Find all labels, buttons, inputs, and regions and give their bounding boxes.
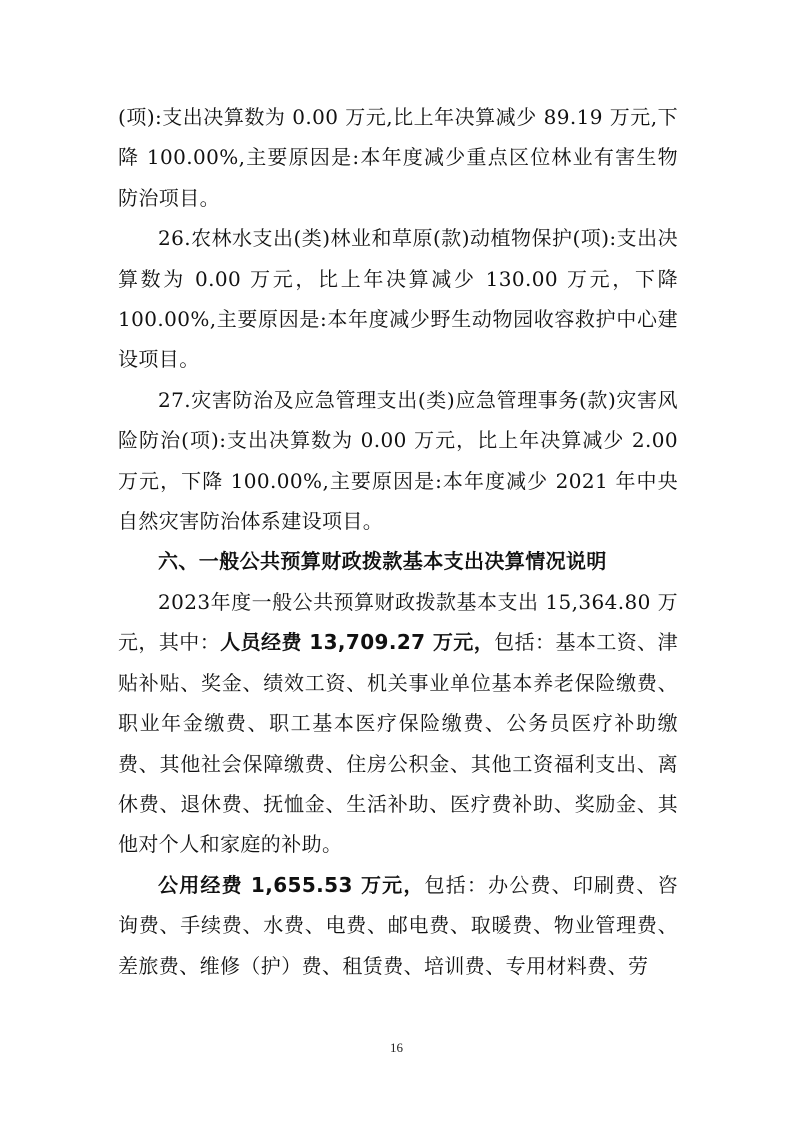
public-expense-total: 公用经费 1,655.53 万元， bbox=[158, 872, 425, 897]
basic-expenditure-intro: 2023年度一般公共预算财政拨款基本支出 15,364.80 万元，其中： bbox=[118, 589, 678, 655]
paragraph-forestry-pest-control: (项):支出决算数为 0.00 万元,比上年决算减少 89.19 万元,下降 100.00%,主要原因是:本年度减少重点区位林业有害生物防治项目。 bbox=[118, 105, 678, 210]
section-heading: 六、一般公共预算财政拨款基本支出决算情况说明 bbox=[158, 549, 607, 574]
public-expense-items: 包括：办公费、印刷费、咨询费、手续费、水费、电费、邮电费、取暖费、物业管理费、差旅费、维修（护）费、租赁费、培训费、专用材料费、劳 bbox=[118, 872, 678, 978]
paragraph-public-expense bbox=[118, 865, 678, 986]
page-number: 16 bbox=[390, 1040, 403, 1055]
paragraph-item-27: 27.灾害防治及应急管理支出(类)应急管理事务(款)灾害风险防治(项):支出决算数为 0.00 万元，比上年决算减少 2.00 万元，下降 100.00%,主要原因是:本年度减少 2021 年中央自然灾害防治体系建设项目。 bbox=[118, 387, 678, 534]
body-text bbox=[118, 97, 678, 986]
personnel-expense-items: 包括：基本工资、津贴补贴、奖金、绩效工资、机关事业单位基本养老保险缴费、职业年金缴费、职工基本医疗保险缴费、公务员医疗补助缴费、其他社会保障缴费、住房公积金、其他工资福利支出、离休费、退休费、抚恤金、生活补助、医疗费补助、奖励金、其他对个人和家庭的补助。 bbox=[118, 630, 679, 857]
personnel-expense-total: 人员经费 13,709.27 万元， bbox=[220, 630, 495, 655]
paragraph-basic-expenditure bbox=[118, 582, 678, 865]
paragraph-item-26: 26.农林水支出(类)林业和草原(款)动植物保护(项):支出决算数为 0.00 万元，比上年决算减少 130.00 万元，下降 100.00%,主要原因是:本年度减少野生动物园收容救护中心建设项目。 bbox=[118, 226, 678, 372]
